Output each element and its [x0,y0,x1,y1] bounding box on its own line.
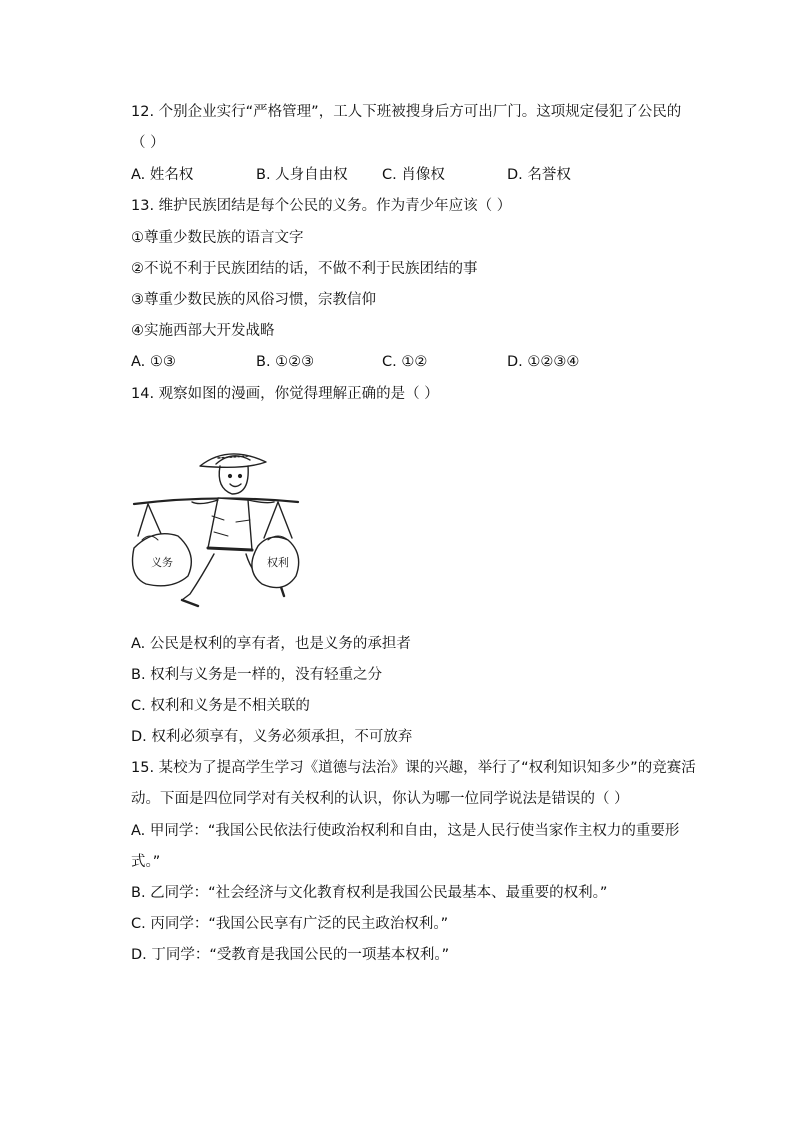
q13-item-3: ③尊重少数民族的风俗习惯，宗教信仰 [131,292,376,308]
q13-item-1: ①尊重少数民族的语言文字 [131,230,304,246]
q13-option-a: A. ①③ [131,354,176,370]
q15-option-a-line1: A. 甲同学：“我国公民依法行使政治权利和自由，这是人民行使当家作主权力的重要形 [131,823,680,839]
q13-item-4: ④实施西部大开发战略 [131,323,275,339]
q13-item-2: ②不说不利于民族团结的话，不做不利于民族团结的事 [131,261,478,277]
cartoon-right-bag-label: 权利 [267,556,289,569]
q13-option-d: D. ①②③④ [507,354,580,370]
q12-stem-line1: 12. 个别企业实行“严格管理”，工人下班被搜身后方可出厂门。这项规定侵犯了公民的 [131,104,682,120]
q12-option-c: C. 肖像权 [382,167,445,183]
q13-stem: 13. 维护民族团结是每个公民的义务。作为青少年应该（ ） [131,198,512,214]
q14-option-d: D. 权利必须享有，义务必须承担，不可放弃 [131,729,413,745]
q12-option-b: B. 人身自由权 [256,167,348,183]
q15-option-b: B. 乙同学：“社会经济与文化教育权利是我国公民最基本、最重要的权利。” [131,885,608,901]
q14-option-c: C. 权利和义务是不相关联的 [131,698,310,714]
q14-stem: 14. 观察如图的漫画，你觉得理解正确的是（ ） [131,386,439,402]
q15-stem-line2: 动。下面是四位同学对有关权利的认识，你认为哪一位同学说法是错误的（ ） [131,791,629,807]
q13-option-b: B. ①②③ [256,354,315,370]
q12-option-a: A. 姓名权 [131,167,194,183]
cartoon-left-bag-label: 义务 [151,556,173,569]
q15-option-a-line2: 式。” [131,854,161,870]
q15-option-d: D. 丁同学：“受教育是我国公民的一项基本权利。” [131,947,450,963]
q13-option-c: C. ①② [382,354,428,370]
q15-option-c: C. 丙同学：“我国公民享有广泛的民主政治权利。” [131,916,449,932]
q15-stem-line1: 15. 某校为了提高学生学习《道德与法治》课的兴趣，举行了“权利知识知多少”的竞赛活 [131,760,696,776]
q12-stem-line2: （ ） [131,135,165,151]
q12-option-d: D. 名誉权 [507,167,571,183]
q14-option-a: A. 公民是权利的享有者，也是义务的承担者 [131,636,411,652]
cartoon-illustration [128,436,300,622]
q14-option-b: B. 权利与义务是一样的，没有轻重之分 [131,667,383,683]
